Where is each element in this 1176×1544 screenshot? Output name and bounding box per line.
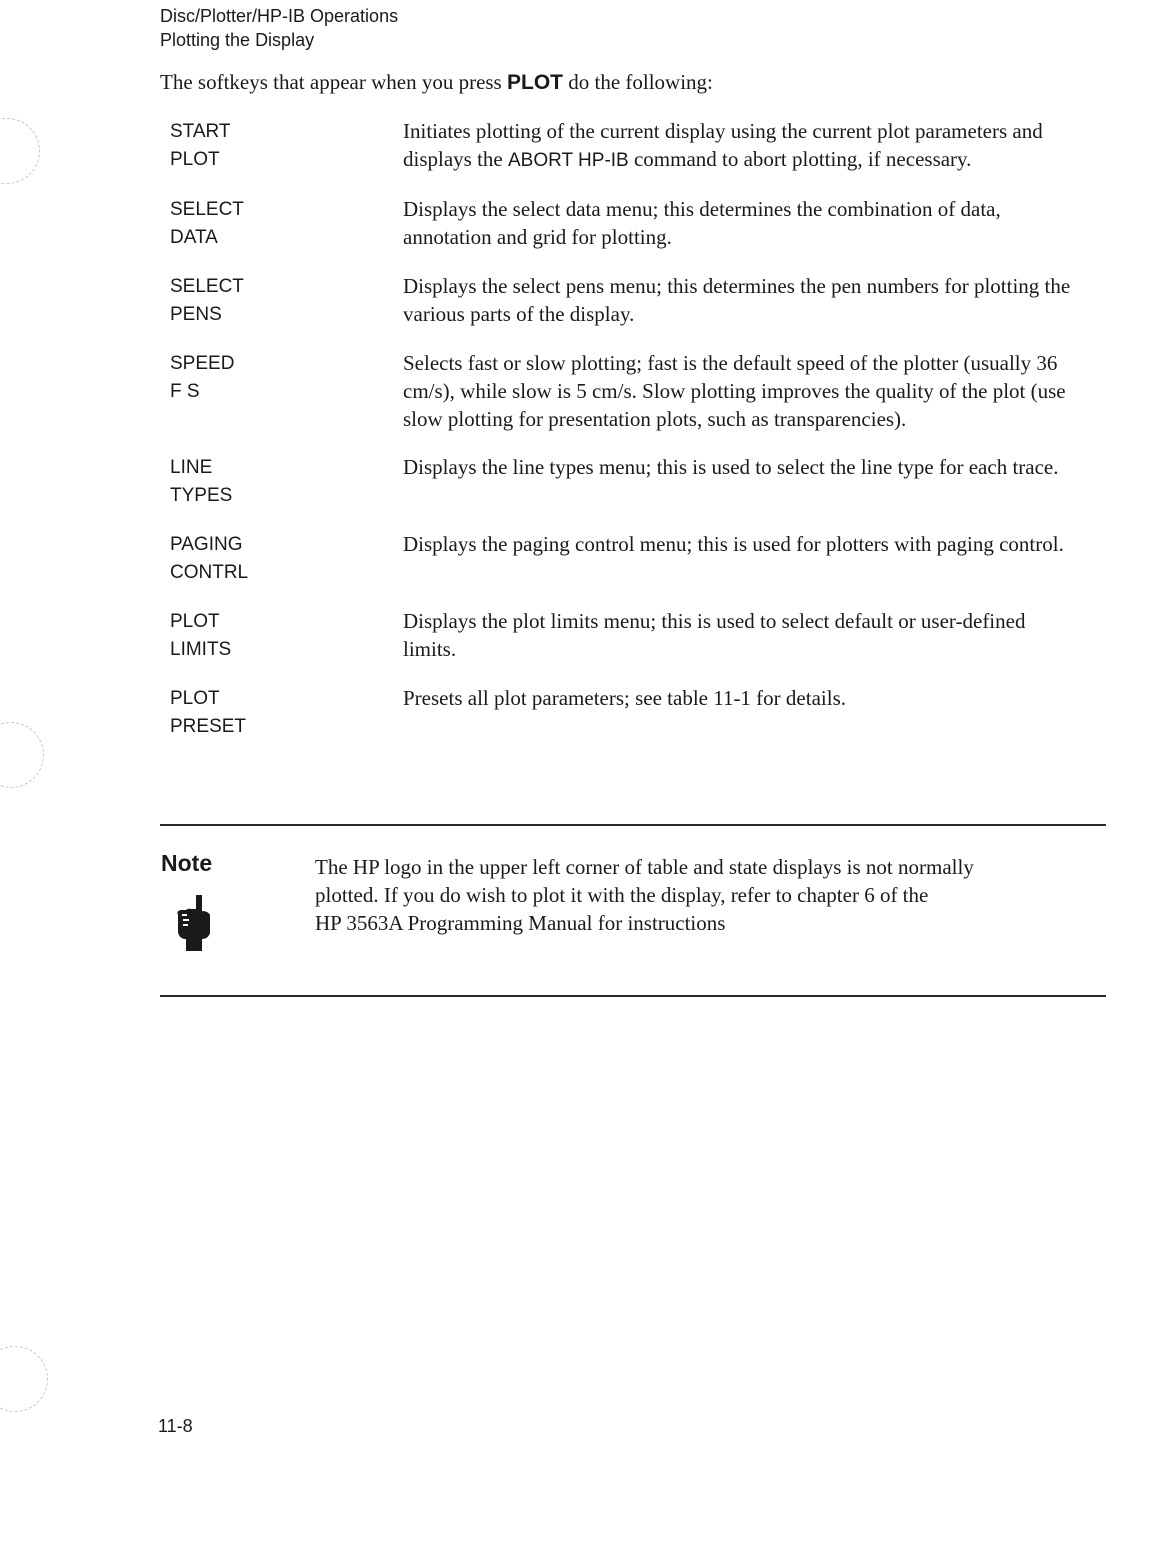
punch-hole-top: [0, 118, 40, 184]
softkey-description-text: Initiates plotting of the current display using the current plot parameters and displays the: [403, 119, 1043, 171]
note-top-rule: [160, 824, 1106, 826]
note-line-2: plotted. If you do wish to plot it with the display, refer to chapter 6 of the: [315, 883, 929, 907]
softkey-label: [170, 607, 403, 664]
intro-text-after: do the following:: [562, 70, 713, 94]
softkey-row-select-data: [170, 195, 1100, 252]
softkey-label-line2: DATA: [170, 227, 218, 248]
softkey-label-line1: PLOT: [170, 611, 220, 632]
softkey-label-line1: SPEED: [170, 353, 235, 374]
softkey-description: Displays the plot limits menu; this is used to select default or user-defined limits.: [403, 609, 1026, 661]
softkey-label-line1: PAGING: [170, 534, 243, 555]
softkey-description: Displays the select pens menu; this determines the pen numbers for plotting the various parts of the display.: [403, 274, 1071, 326]
softkey-row-start-plot: [170, 117, 1100, 175]
softkey-label-line1: SELECT: [170, 276, 244, 297]
note-line-1: The HP logo in the upper left corner of table and state displays is not normally: [315, 855, 974, 879]
softkey-row-plot-preset: [170, 684, 1100, 741]
softkey-label-line2: F S: [170, 381, 200, 402]
softkey-label: [170, 349, 403, 433]
softkey-description: Selects fast or slow plotting; fast is the default speed of the plotter (usually 36 cm/s), while slow is 5 cm/s. Slow plotting improves the quality of the plot (use slow plotting for presentation plots, such as transparencies).: [403, 351, 1066, 431]
softkey-label-line2: CONTRL: [170, 562, 249, 583]
softkey-description: Presets all plot parameters; see table 11-1 for details.: [403, 686, 846, 710]
softkey-label-line2: LIMITS: [170, 639, 232, 660]
softkey-row-speed: [170, 349, 1100, 433]
softkey-label-line2: TYPES: [170, 485, 233, 506]
pointing-hand-icon: [172, 893, 218, 953]
abort-command: ABORT HP-IB: [508, 150, 629, 171]
punch-hole-middle: [0, 722, 44, 788]
note-label: Note: [161, 850, 213, 876]
softkey-list: [170, 117, 1100, 761]
softkey-description: Displays the select data menu; this determines the combination of data, annotation and grid for plotting.: [403, 197, 1001, 249]
note-bottom-rule: [160, 995, 1106, 997]
softkey-row-line-types: [170, 453, 1100, 510]
softkey-row-select-pens: [170, 272, 1100, 329]
intro-sentence: [160, 70, 713, 95]
softkey-label: [170, 272, 403, 329]
note-text: [315, 853, 1095, 937]
softkey-label: [170, 530, 403, 587]
softkey-label-line2: PENS: [170, 304, 222, 325]
page-number: 11-8: [158, 1416, 193, 1436]
softkey-description: [403, 117, 1100, 175]
punch-hole-bottom: [0, 1346, 48, 1412]
softkey-label-line1: START: [170, 121, 231, 142]
softkey-label-line2: PRESET: [170, 716, 247, 737]
softkey-label-line1: LINE: [170, 457, 213, 478]
plot-keyword: PLOT: [506, 71, 563, 94]
softkey-label: [170, 453, 403, 510]
softkey-row-plot-limits: [170, 607, 1100, 664]
softkey-label: [170, 117, 403, 175]
note-line-3: HP 3563A Programming Manual for instructions: [315, 911, 726, 935]
running-head: [160, 4, 398, 52]
softkey-description: Displays the line types menu; this is used to select the line type for each trace.: [403, 455, 1059, 479]
softkey-description: Displays the paging control menu; this is used for plotters with paging control.: [403, 532, 1064, 556]
running-head-chapter: Disc/Plotter/HP-IB Operations: [160, 6, 399, 26]
softkey-label-line1: SELECT: [170, 199, 244, 220]
intro-text-before: The softkeys that appear when you press: [160, 70, 507, 94]
running-head-section: Plotting the Display: [160, 30, 315, 50]
softkey-label-line1: PLOT: [170, 688, 220, 709]
softkey-description-text: command to abort plotting, if necessary.: [628, 147, 972, 171]
softkey-label: [170, 195, 403, 252]
softkey-label: [170, 684, 403, 741]
softkey-row-paging-control: [170, 530, 1100, 587]
softkey-label-line2: PLOT: [170, 149, 220, 170]
